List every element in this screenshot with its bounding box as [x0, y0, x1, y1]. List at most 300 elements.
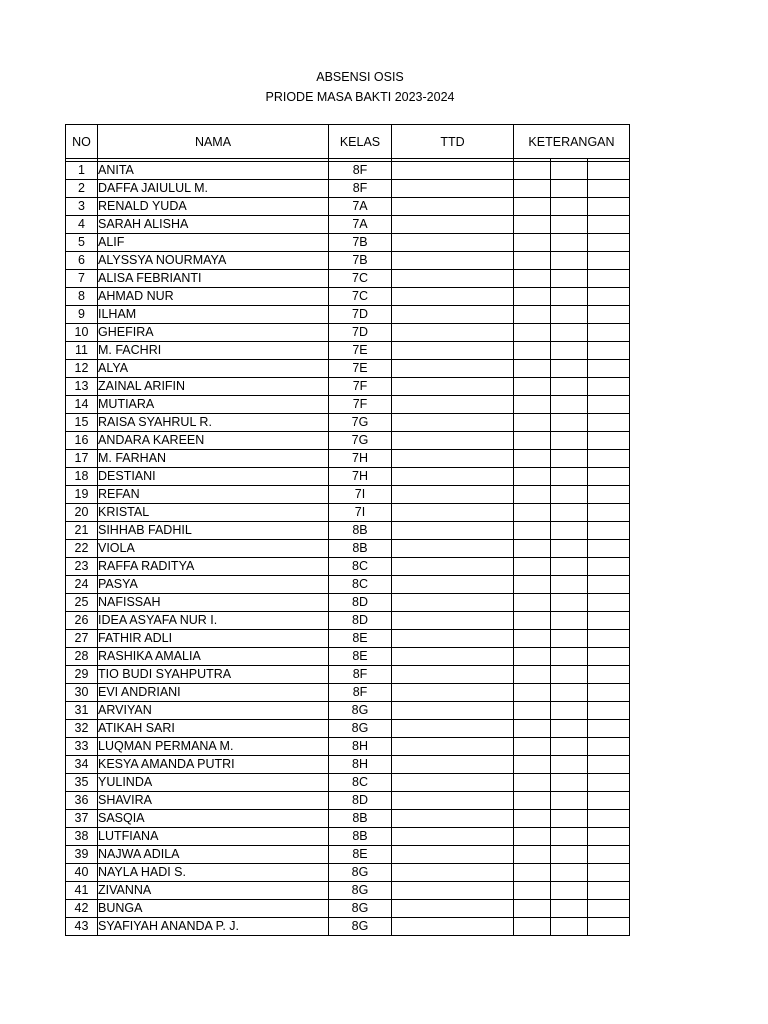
row-number: 11	[66, 342, 98, 360]
note-cell-1	[514, 180, 551, 198]
student-name: BUNGA	[98, 900, 329, 918]
student-class: 7E	[329, 342, 392, 360]
signature-cell	[392, 558, 514, 576]
header-row	[66, 125, 630, 159]
note-cell-3	[588, 630, 630, 648]
table-row	[66, 342, 630, 360]
row-number: 22	[66, 540, 98, 558]
note-cell-3	[588, 288, 630, 306]
note-cell-3	[588, 594, 630, 612]
student-class: 7H	[329, 450, 392, 468]
table-row	[66, 396, 630, 414]
table-row	[66, 864, 630, 882]
note-cell-3	[588, 900, 630, 918]
note-cell-1	[514, 720, 551, 738]
student-class: 8B	[329, 522, 392, 540]
student-class: 8C	[329, 774, 392, 792]
row-number: 17	[66, 450, 98, 468]
note-cell-3	[588, 684, 630, 702]
note-cell-1	[514, 522, 551, 540]
table-row	[66, 504, 630, 522]
student-name: SASQIA	[98, 810, 329, 828]
note-cell-3	[588, 846, 630, 864]
row-number: 43	[66, 918, 98, 936]
row-number: 35	[66, 774, 98, 792]
student-class: 7H	[329, 468, 392, 486]
signature-cell	[392, 648, 514, 666]
row-number: 5	[66, 234, 98, 252]
note-cell-2	[551, 468, 588, 486]
student-name: SHAVIRA	[98, 792, 329, 810]
table-row	[66, 162, 630, 180]
note-cell-2	[551, 234, 588, 252]
note-cell-3	[588, 612, 630, 630]
note-cell-2	[551, 720, 588, 738]
row-number: 36	[66, 792, 98, 810]
column-header-ttd: TTD	[392, 125, 514, 159]
signature-cell	[392, 522, 514, 540]
column-header-nama: NAMA	[98, 125, 329, 159]
table-row	[66, 666, 630, 684]
table-row	[66, 198, 630, 216]
note-cell-2	[551, 882, 588, 900]
note-cell-3	[588, 360, 630, 378]
row-number: 18	[66, 468, 98, 486]
note-cell-1	[514, 414, 551, 432]
note-cell-3	[588, 378, 630, 396]
student-name: ATIKAH SARI	[98, 720, 329, 738]
signature-cell	[392, 234, 514, 252]
note-cell-2	[551, 828, 588, 846]
student-class: 8B	[329, 540, 392, 558]
student-class: 7E	[329, 360, 392, 378]
table-row	[66, 432, 630, 450]
signature-cell	[392, 828, 514, 846]
student-name: REFAN	[98, 486, 329, 504]
note-cell-2	[551, 612, 588, 630]
row-number: 33	[66, 738, 98, 756]
sheet-title: ABSENSI OSIS	[316, 70, 404, 84]
student-name: TIO BUDI SYAHPUTRA	[98, 666, 329, 684]
note-cell-2	[551, 810, 588, 828]
note-cell-2	[551, 900, 588, 918]
signature-cell	[392, 360, 514, 378]
student-class: 8G	[329, 900, 392, 918]
note-cell-1	[514, 450, 551, 468]
note-cell-2	[551, 792, 588, 810]
note-cell-3	[588, 882, 630, 900]
table-row	[66, 648, 630, 666]
student-class: 8E	[329, 846, 392, 864]
row-number: 14	[66, 396, 98, 414]
table-row	[66, 540, 630, 558]
row-number: 25	[66, 594, 98, 612]
student-class: 8B	[329, 810, 392, 828]
student-name: IDEA ASYAFA NUR I.	[98, 612, 329, 630]
signature-cell	[392, 846, 514, 864]
table-row	[66, 594, 630, 612]
student-class: 8E	[329, 630, 392, 648]
row-number: 13	[66, 378, 98, 396]
student-name: ZIVANNA	[98, 882, 329, 900]
note-cell-1	[514, 666, 551, 684]
signature-cell	[392, 612, 514, 630]
row-number: 6	[66, 252, 98, 270]
signature-cell	[392, 810, 514, 828]
note-cell-3	[588, 756, 630, 774]
note-cell-1	[514, 342, 551, 360]
signature-cell	[392, 324, 514, 342]
row-number: 26	[66, 612, 98, 630]
student-class: 7D	[329, 306, 392, 324]
student-class: 7G	[329, 432, 392, 450]
note-cell-1	[514, 306, 551, 324]
student-class: 8G	[329, 720, 392, 738]
signature-cell	[392, 792, 514, 810]
signature-cell	[392, 198, 514, 216]
note-cell-3	[588, 180, 630, 198]
note-cell-2	[551, 396, 588, 414]
note-cell-2	[551, 540, 588, 558]
table-row	[66, 756, 630, 774]
table-row	[66, 810, 630, 828]
row-number: 40	[66, 864, 98, 882]
note-cell-3	[588, 828, 630, 846]
row-number: 4	[66, 216, 98, 234]
note-cell-2	[551, 864, 588, 882]
note-cell-3	[588, 396, 630, 414]
table-row	[66, 576, 630, 594]
student-name: M. FARHAN	[98, 450, 329, 468]
student-name: LUQMAN PERMANA M.	[98, 738, 329, 756]
note-cell-1	[514, 234, 551, 252]
student-name: KRISTAL	[98, 504, 329, 522]
note-cell-3	[588, 558, 630, 576]
note-cell-3	[588, 522, 630, 540]
student-name: ALYA	[98, 360, 329, 378]
note-cell-1	[514, 432, 551, 450]
row-number: 31	[66, 702, 98, 720]
signature-cell	[392, 414, 514, 432]
signature-cell	[392, 252, 514, 270]
note-cell-1	[514, 540, 551, 558]
student-class: 8G	[329, 882, 392, 900]
signature-cell	[392, 342, 514, 360]
table-row	[66, 486, 630, 504]
note-cell-1	[514, 360, 551, 378]
signature-cell	[392, 630, 514, 648]
student-name: ILHAM	[98, 306, 329, 324]
student-class: 7A	[329, 198, 392, 216]
student-name: RAFFA RADITYA	[98, 558, 329, 576]
table-row	[66, 360, 630, 378]
note-cell-3	[588, 324, 630, 342]
student-class: 8B	[329, 828, 392, 846]
note-cell-2	[551, 684, 588, 702]
student-class: 8F	[329, 666, 392, 684]
signature-cell	[392, 864, 514, 882]
note-cell-2	[551, 180, 588, 198]
table-row	[66, 558, 630, 576]
row-number: 28	[66, 648, 98, 666]
table-row	[66, 414, 630, 432]
student-class: 7C	[329, 288, 392, 306]
table-row	[66, 792, 630, 810]
note-cell-2	[551, 522, 588, 540]
student-class: 8D	[329, 612, 392, 630]
student-class: 8H	[329, 756, 392, 774]
table-row	[66, 846, 630, 864]
table-row	[66, 900, 630, 918]
signature-cell	[392, 486, 514, 504]
attendance-table	[65, 124, 630, 936]
note-cell-1	[514, 324, 551, 342]
note-cell-3	[588, 576, 630, 594]
note-cell-3	[588, 306, 630, 324]
note-cell-2	[551, 378, 588, 396]
signature-cell	[392, 306, 514, 324]
note-cell-3	[588, 810, 630, 828]
student-name: NAYLA HADI S.	[98, 864, 329, 882]
signature-cell	[392, 756, 514, 774]
note-cell-2	[551, 450, 588, 468]
note-cell-2	[551, 558, 588, 576]
student-name: SARAH ALISHA	[98, 216, 329, 234]
student-name: ARVIYAN	[98, 702, 329, 720]
table-row	[66, 378, 630, 396]
note-cell-1	[514, 882, 551, 900]
student-class: 7G	[329, 414, 392, 432]
table-row	[66, 324, 630, 342]
sheet-subtitle: PRIODE MASA BAKTI 2023-2024	[265, 90, 455, 104]
note-cell-2	[551, 306, 588, 324]
note-cell-3	[588, 162, 630, 180]
note-cell-3	[588, 252, 630, 270]
note-cell-1	[514, 198, 551, 216]
note-cell-3	[588, 702, 630, 720]
note-cell-1	[514, 846, 551, 864]
row-number: 32	[66, 720, 98, 738]
signature-cell	[392, 468, 514, 486]
table-row	[66, 720, 630, 738]
student-name: RENALD YUDA	[98, 198, 329, 216]
note-cell-1	[514, 252, 551, 270]
student-name: ANITA	[98, 162, 329, 180]
student-name: M. FACHRI	[98, 342, 329, 360]
note-cell-1	[514, 648, 551, 666]
row-number: 41	[66, 882, 98, 900]
row-number: 7	[66, 270, 98, 288]
signature-cell	[392, 378, 514, 396]
note-cell-2	[551, 360, 588, 378]
signature-cell	[392, 738, 514, 756]
student-name: DESTIANI	[98, 468, 329, 486]
row-number: 10	[66, 324, 98, 342]
student-name: ALISA FEBRIANTI	[98, 270, 329, 288]
table-row	[66, 288, 630, 306]
note-cell-1	[514, 630, 551, 648]
note-cell-1	[514, 792, 551, 810]
signature-cell	[392, 270, 514, 288]
note-cell-2	[551, 288, 588, 306]
signature-cell	[392, 432, 514, 450]
note-cell-1	[514, 774, 551, 792]
row-number: 1	[66, 162, 98, 180]
table-row	[66, 828, 630, 846]
note-cell-1	[514, 486, 551, 504]
student-class: 8F	[329, 684, 392, 702]
student-class: 7B	[329, 252, 392, 270]
row-number: 12	[66, 360, 98, 378]
signature-cell	[392, 216, 514, 234]
signature-cell	[392, 162, 514, 180]
note-cell-3	[588, 198, 630, 216]
table-row	[66, 180, 630, 198]
student-name: RAISA SYAHRUL R.	[98, 414, 329, 432]
row-number: 20	[66, 504, 98, 522]
table-row	[66, 882, 630, 900]
signature-cell	[392, 594, 514, 612]
row-number: 39	[66, 846, 98, 864]
student-name: KESYA AMANDA PUTRI	[98, 756, 329, 774]
signature-cell	[392, 720, 514, 738]
signature-cell	[392, 882, 514, 900]
note-cell-3	[588, 738, 630, 756]
student-name: ANDARA KAREEN	[98, 432, 329, 450]
row-number: 3	[66, 198, 98, 216]
student-name: RASHIKA AMALIA	[98, 648, 329, 666]
student-class: 8D	[329, 792, 392, 810]
row-number: 27	[66, 630, 98, 648]
signature-cell	[392, 702, 514, 720]
signature-cell	[392, 540, 514, 558]
student-class: 8G	[329, 702, 392, 720]
note-cell-2	[551, 702, 588, 720]
note-cell-2	[551, 738, 588, 756]
student-class: 8G	[329, 864, 392, 882]
note-cell-1	[514, 468, 551, 486]
note-cell-2	[551, 270, 588, 288]
column-header-keterangan: KETERANGAN	[514, 125, 630, 159]
table-row	[66, 918, 630, 936]
note-cell-1	[514, 918, 551, 936]
table-row	[66, 468, 630, 486]
student-class: 8C	[329, 576, 392, 594]
note-cell-2	[551, 846, 588, 864]
note-cell-2	[551, 774, 588, 792]
note-cell-3	[588, 720, 630, 738]
signature-cell	[392, 180, 514, 198]
student-name: FATHIR ADLI	[98, 630, 329, 648]
note-cell-1	[514, 900, 551, 918]
student-class: 7I	[329, 504, 392, 522]
column-header-no: NO	[66, 125, 98, 159]
note-cell-1	[514, 396, 551, 414]
note-cell-1	[514, 810, 551, 828]
column-header-kelas: KELAS	[329, 125, 392, 159]
student-name: EVI ANDRIANI	[98, 684, 329, 702]
signature-cell	[392, 900, 514, 918]
signature-cell	[392, 666, 514, 684]
student-name: SYAFIYAH ANANDA P. J.	[98, 918, 329, 936]
signature-cell	[392, 396, 514, 414]
note-cell-1	[514, 756, 551, 774]
note-cell-1	[514, 288, 551, 306]
student-name: MUTIARA	[98, 396, 329, 414]
student-class: 7F	[329, 378, 392, 396]
note-cell-3	[588, 414, 630, 432]
student-class: 7F	[329, 396, 392, 414]
table-row	[66, 234, 630, 252]
note-cell-3	[588, 432, 630, 450]
signature-cell	[392, 918, 514, 936]
student-class: 8G	[329, 918, 392, 936]
note-cell-3	[588, 792, 630, 810]
student-class: 7B	[329, 234, 392, 252]
note-cell-3	[588, 918, 630, 936]
note-cell-1	[514, 216, 551, 234]
student-name: YULINDA	[98, 774, 329, 792]
student-class: 8C	[329, 558, 392, 576]
student-name: VIOLA	[98, 540, 329, 558]
note-cell-2	[551, 594, 588, 612]
note-cell-2	[551, 252, 588, 270]
student-class: 8F	[329, 162, 392, 180]
note-cell-2	[551, 432, 588, 450]
note-cell-3	[588, 270, 630, 288]
note-cell-2	[551, 630, 588, 648]
note-cell-2	[551, 414, 588, 432]
note-cell-1	[514, 594, 551, 612]
note-cell-2	[551, 198, 588, 216]
student-class: 7I	[329, 486, 392, 504]
note-cell-1	[514, 828, 551, 846]
note-cell-2	[551, 324, 588, 342]
note-cell-1	[514, 738, 551, 756]
table-row	[66, 774, 630, 792]
table-row	[66, 522, 630, 540]
student-class: 8H	[329, 738, 392, 756]
note-cell-1	[514, 558, 551, 576]
table-row	[66, 612, 630, 630]
table-row	[66, 270, 630, 288]
row-number: 34	[66, 756, 98, 774]
note-cell-2	[551, 576, 588, 594]
note-cell-1	[514, 378, 551, 396]
note-cell-3	[588, 504, 630, 522]
note-cell-3	[588, 234, 630, 252]
student-name: LUTFIANA	[98, 828, 329, 846]
note-cell-3	[588, 468, 630, 486]
table-row	[66, 450, 630, 468]
signature-cell	[392, 774, 514, 792]
table-row	[66, 738, 630, 756]
row-number: 15	[66, 414, 98, 432]
table-row	[66, 684, 630, 702]
student-class: 8D	[329, 594, 392, 612]
row-number: 9	[66, 306, 98, 324]
student-class: 7A	[329, 216, 392, 234]
table-row	[66, 306, 630, 324]
student-name: ZAINAL ARIFIN	[98, 378, 329, 396]
note-cell-2	[551, 216, 588, 234]
note-cell-3	[588, 540, 630, 558]
row-number: 16	[66, 432, 98, 450]
note-cell-1	[514, 270, 551, 288]
row-number: 2	[66, 180, 98, 198]
note-cell-2	[551, 162, 588, 180]
note-cell-3	[588, 342, 630, 360]
